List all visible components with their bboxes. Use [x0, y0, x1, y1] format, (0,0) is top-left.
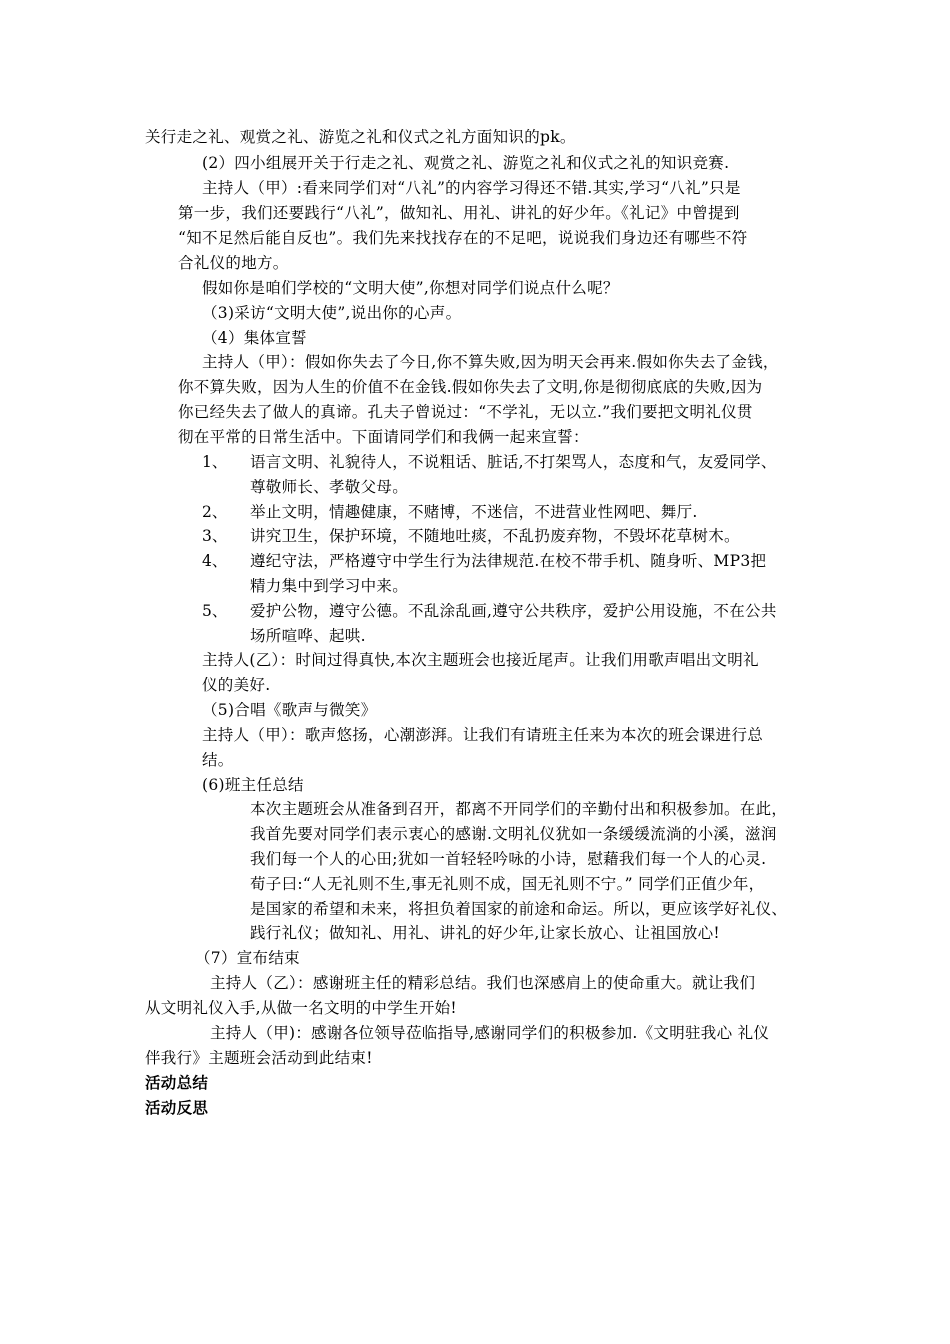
step-4: （4）集体宣誓 [202, 329, 307, 347]
oath-item-4-line-2: 精力集中到学习中来。 [250, 577, 409, 595]
step-5: （5)合唱《歌声与微笑》 [202, 701, 377, 719]
oath-item-5-line-1: 爱护公物，遵守公德。不乱涂乱画,遵守公共秩序，爱护公用设施，不在公共 [250, 602, 777, 620]
oath-item-5-line-2: 场所喧哗、起哄. [250, 627, 366, 645]
heading-activity-summary: 活动总结 [145, 1074, 209, 1092]
step-7: （7）宣布结束 [195, 949, 300, 967]
host-a-2-line-4: 彻在平常的日常生活中。下面请同学们和我俩一起来宣誓： [178, 428, 589, 446]
oath-item-1-line-1: 语言文明、礼貌待人，不说粗话、脏话,不打架骂人，态度和气，友爱同学、 [250, 453, 777, 471]
host-a-2-line-2: 你不算失败，因为人生的价值不在金钱.假如你失去了文明,你是彻彻底底的失败,因为 [178, 378, 763, 396]
oath-item-1-line-2: 尊敬师长、孝敬父母。 [250, 478, 409, 496]
host-a-3-line-1: 主持人（甲）：歌声悠扬，心潮澎湃。让我们有请班主任来为本次的班会课进行总 [202, 726, 764, 744]
heading-activity-reflection: 活动反思 [145, 1099, 209, 1117]
host-b-2-line-2: 从文明礼仪入手,从做一名文明的中学生开始! [145, 999, 457, 1017]
oath-number: 1、 [202, 453, 228, 471]
teacher-summary-line-5: 是国家的希望和未来，将担负着国家的前途和命运。所以，更应该学好礼仪、 [250, 900, 788, 918]
host-a-1-line-3: “知不足然后能自反也”。我们先来找找存在的不足吧，说说我们身边还有哪些不符 [178, 229, 748, 247]
oath-number: 5、 [202, 602, 228, 620]
host-a-2-line-1: 主持人（甲）：假如你失去了今日,你不算失败,因为明天会再来.假如你失去了金钱， [202, 353, 779, 371]
host-a-1-line-1: 主持人（甲）:看来同学们对“八礼”的内容学习得还不错.其实,学习“八礼”只是 [202, 179, 741, 197]
teacher-summary-line-6: 践行礼仪；做知礼、用礼、讲礼的好少年,让家长放心、让祖国放心! [250, 924, 720, 942]
teacher-summary-line-3: 我们每一个人的心田;犹如一首轻轻吟咏的小诗，慰藉我们每一个人的心灵. [250, 850, 767, 868]
oath-item-4-line-1: 遵纪守法，严格遵守中学生行为法律规范.在校不带手机、随身听、MP3把 [250, 552, 767, 570]
host-b-1-line-1: 主持人(乙）：时间过得真快,本次主题班会也接近尾声。让我们用歌声唱出文明礼 [202, 651, 759, 669]
host-a-1-line-4: 合礼仪的地方。 [178, 254, 289, 272]
intro-line: 关行走之礼、观赏之礼、游览之礼和仪式之礼方面知识的pk。 [145, 128, 576, 146]
teacher-summary-line-4: 荀子曰:“人无礼则不生,事无礼则不成，国无礼则不宁。” 同学们正值少年， [250, 875, 765, 893]
oath-item-2-line-1: 举止文明，情趣健康，不赌博，不迷信，不进营业性网吧、舞厅. [250, 503, 698, 521]
host-a-4-line-2: 伴我行》主题班会活动到此结束! [145, 1049, 373, 1067]
teacher-summary-line-1: 本次主题班会从准备到召开，都离不开同学们的辛勤付出和积极参加。在此， [250, 800, 788, 818]
question: 假如你是咱们学校的“文明大使”,你想对同学们说点什么呢？ [202, 279, 619, 297]
host-a-1-line-2: 第一步，我们还要践行“八礼”，做知礼、用礼、讲礼的好少年。《礼记》中曾提到 [178, 204, 740, 222]
teacher-summary-line-2: 我首先要对同学们表示衷心的感谢.文明礼仪犹如一条缓缓流淌的小溪，滋润 [250, 825, 777, 843]
oath-number: 4、 [202, 552, 228, 570]
step-3: （3)采访“文明大使”,说出你的心声。 [202, 304, 462, 322]
oath-number: 2、 [202, 503, 228, 521]
host-a-2-line-3: 你已经失去了做人的真谛。孔夫子曾说过：“不学礼，无以立.”我们要把文明礼仪贯 [178, 403, 753, 421]
oath-item-3-line-1: 讲究卫生，保护环境，不随地吐痰，不乱扔废弃物，不毁坏花草树木。 [250, 527, 740, 545]
host-a-3-line-2: 结。 [202, 751, 234, 769]
oath-number: 3、 [202, 527, 228, 545]
host-b-2-line-1: 主持人（乙）：感谢班主任的精彩总结。我们也深感肩上的使命重大。就让我们 [210, 974, 756, 992]
host-a-4-line-1: 主持人（甲)：感谢各位领导莅临指导,感谢同学们的积极参加.《文明驻我心 礼仪 [210, 1024, 770, 1042]
step-6: (6)班主任总结 [202, 776, 304, 794]
step-2: (2）四小组展开关于行走之礼、观赏之礼、游览之礼和仪式之礼的知识竞赛. [202, 154, 730, 172]
host-b-1-line-2: 仪的美好. [202, 676, 271, 694]
